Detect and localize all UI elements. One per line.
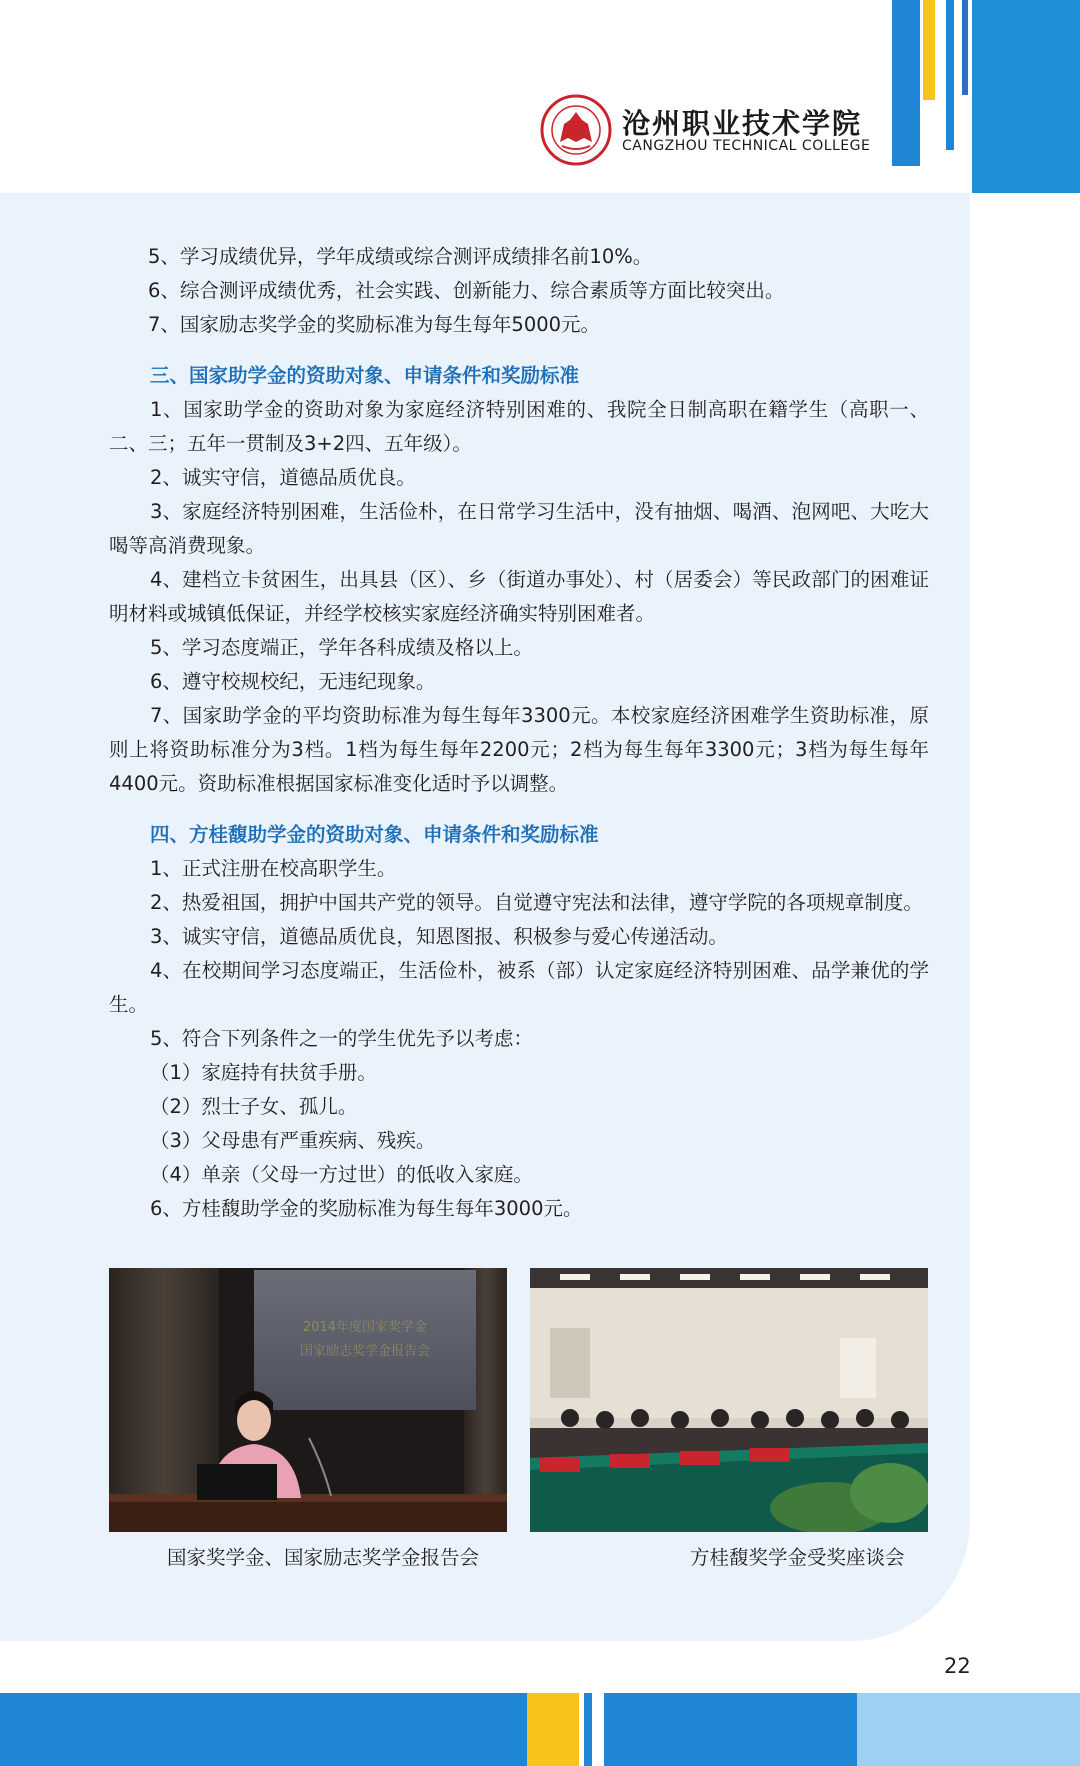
list-item: 7、国家助学金的平均资助标准为每生每年3300元。本校家庭经济困难学生资助标准，原则上将资助标准分为3档。1档为每生每年2200元；2档为每生每年3300元；3档为每生每年4400元。资助标准根据国家标准变化适时予以调整。: [109, 704, 929, 795]
list-item: （1）家庭持有扶贫手册。: [149, 1061, 377, 1084]
screen-title-line: 国家励志奖学金报告会: [299, 1344, 431, 1359]
list-item: 6、遵守校规校纪，无违纪现象。: [149, 670, 436, 693]
list-item: 4、建档立卡贫困生，出具县（区）、乡（街道办事处）、村（居委会）等民政部门的困难证明材料或城镇低保证，并经学校核实家庭经济确实特别困难者。: [109, 568, 929, 625]
footer-band: [604, 1693, 857, 1766]
header-stripe: [946, 0, 954, 150]
section-heading: 三、国家助学金的资助对象、申请条件和奖励标准: [149, 364, 579, 387]
header-corner-block: [972, 0, 1080, 193]
footer-band: [527, 1693, 579, 1766]
list-item: 5、符合下列条件之一的学生优先予以考虑：: [149, 1027, 533, 1050]
header-stripe: [892, 0, 920, 166]
page-header: [0, 0, 1080, 193]
list-item: 6、方桂馥助学金的奖励标准为每生每年3000元。: [149, 1197, 583, 1220]
photo-caption: 方桂馥奖学金受奖座谈会: [690, 1546, 905, 1569]
college-name-cn: 沧州职业技术学院: [622, 107, 863, 140]
footer-band: [0, 1693, 505, 1766]
list-item: 6、综合测评成绩优秀，社会实践、创新能力、综合素质等方面比较突出。: [148, 279, 785, 302]
footer-band: [584, 1693, 592, 1766]
list-item: 1、国家助学金的资助对象为家庭经济特别困难的、我院全日制高职在籍学生（高职一、二、三；五年一贯制及3+2四、五年级）。: [109, 398, 929, 455]
list-item: 2、诚实守信，道德品质优良。: [149, 466, 416, 489]
footer-band: [592, 1693, 604, 1766]
list-item: 2、热爱祖国，拥护中国共产党的领导。自觉遵守宪法和法律，遵守学院的各项规章制度。: [149, 891, 923, 914]
list-item: 3、诚实守信，道德品质优良，知恩图报、积极参与爱心传递活动。: [149, 925, 728, 948]
list-item: （3）父母患有严重疾病、残疾。: [149, 1129, 436, 1152]
section-heading: 四、方桂馥助学金的资助对象、申请条件和奖励标准: [149, 823, 599, 846]
college-logo-icon: [540, 94, 612, 166]
photo-caption: 国家奖学金、国家励志奖学金报告会: [167, 1546, 480, 1569]
photo-symposium: [530, 1268, 928, 1532]
page-number: 22: [944, 1654, 971, 1678]
footer-band: [857, 1693, 1080, 1766]
list-item: （4）单亲（父母一方过世）的低收入家庭。: [149, 1163, 533, 1186]
list-item: 5、学习成绩优异，学年成绩或综合测评成绩排名前10%。: [148, 245, 653, 268]
list-item: （2）烈士子女、孤儿。: [149, 1095, 358, 1118]
college-name-en: CANGZHOU TECHNICAL COLLEGE: [622, 138, 871, 154]
list-item: 3、家庭经济特别困难，生活俭朴，在日常学习生活中，没有抽烟、喝酒、泡网吧、大吃大喝等高消费现象。: [109, 500, 929, 557]
header-stripe: [962, 0, 968, 95]
list-item: 1、正式注册在校高职学生。: [149, 857, 397, 880]
list-item: 7、国家励志奖学金的奖励标准为每生每年5000元。: [148, 313, 601, 336]
list-item: 4、在校期间学习态度端正，生活俭朴，被系（部）认定家庭经济特别困难、品学兼优的学生。: [109, 959, 929, 1016]
header-stripe: [923, 0, 935, 100]
list-item: 5、学习态度端正，学年各科成绩及格以上。: [149, 636, 533, 659]
photo-report-meeting: [109, 1268, 507, 1532]
footer-band: [505, 1693, 527, 1766]
screen-title-line: 2014年度国家奖学金: [302, 1320, 428, 1335]
document-body: [109, 240, 929, 1226]
